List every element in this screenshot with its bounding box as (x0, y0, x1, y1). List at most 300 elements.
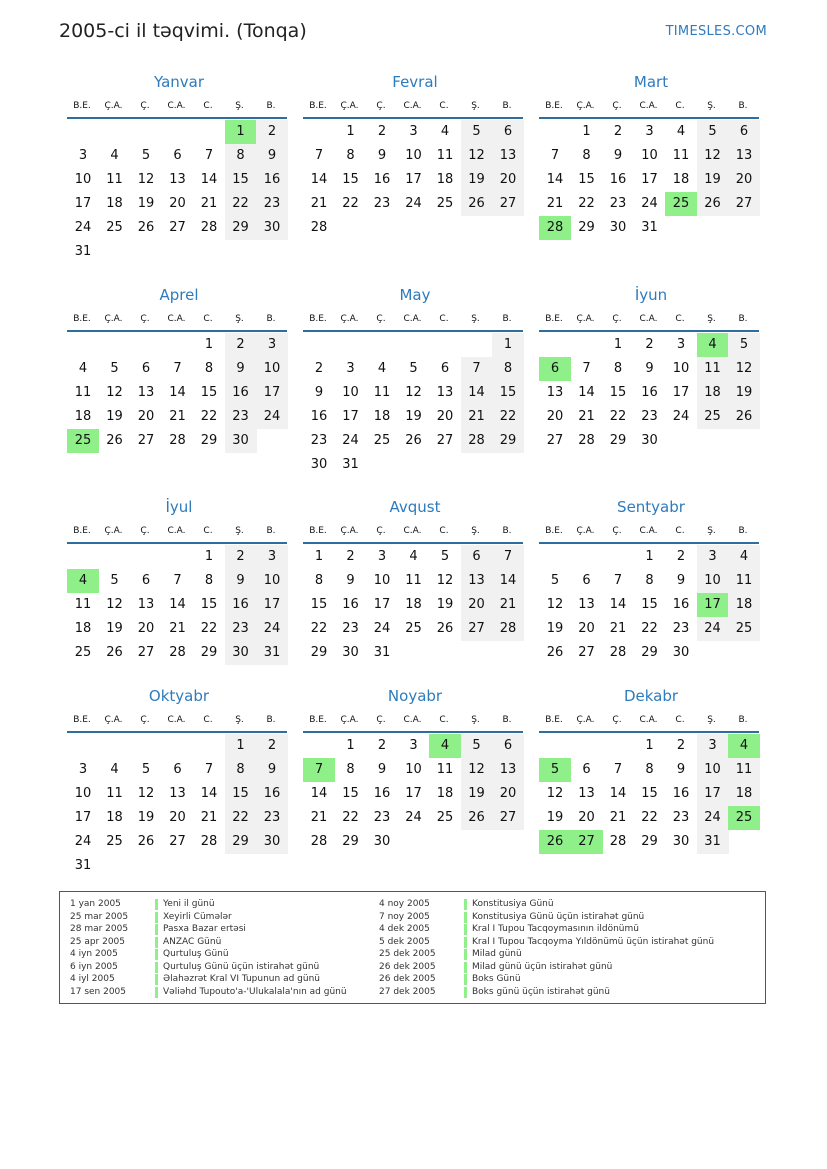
weekday-label: Ç. (612, 101, 622, 111)
day-cell: 17 (405, 786, 422, 801)
day-cell: 13 (578, 597, 595, 612)
day-cell: 10 (405, 762, 422, 777)
weekday-label: C. (203, 314, 213, 324)
holiday-marker (464, 949, 467, 960)
day-cell: 5 (461, 120, 493, 144)
weekday-label: Ş. (471, 314, 480, 324)
day-cell: 28 (200, 220, 218, 235)
weekday-label: C. (203, 715, 213, 725)
weekday-label: B.E. (309, 526, 327, 536)
day-cell: 4 (377, 361, 387, 376)
day-cell: 11 (373, 385, 391, 400)
day-cell: 14 (609, 786, 627, 801)
holiday-day-cell: 26 (539, 830, 571, 854)
day-cell: 27 (169, 220, 186, 235)
holiday-day-cell: 4 (67, 569, 99, 593)
day-cell: 12 (436, 573, 454, 588)
day-cell: 20 (137, 409, 155, 424)
day-cell: 3 (256, 545, 288, 569)
holiday-day-cell: 25 (665, 192, 697, 216)
day-cell: 11 (106, 786, 123, 801)
day-cell: 19 (546, 621, 564, 636)
weekday-label: B.E. (73, 101, 91, 111)
day-cell: 26 (697, 192, 729, 216)
day-cell: 12 (137, 786, 155, 801)
day-cell: 2 (676, 738, 686, 753)
day-cell: 18 (106, 196, 123, 211)
weekday-label: C.A. (639, 101, 658, 111)
holiday-date: 6 iyn 2005 (70, 961, 118, 972)
day-cell: 3 (697, 734, 729, 758)
day-cell: 18 (373, 409, 391, 424)
day-cell: 20 (169, 196, 186, 211)
day-cell: 26 (461, 192, 493, 216)
weekday-label: Ş. (235, 715, 244, 725)
day-cell: 15 (225, 168, 257, 192)
day-cell: 4 (409, 549, 418, 564)
day-cell: 14 (578, 385, 595, 400)
day-cell: 12 (405, 385, 422, 400)
day-cell: 23 (342, 621, 359, 636)
month-divider (67, 117, 287, 119)
weekday-label: B.E. (545, 715, 563, 725)
month-title: Dekabr (623, 687, 679, 705)
holiday-name: Kral I Tupou Tacqoymasının ildönümü (472, 924, 639, 934)
day-cell: 8 (613, 361, 623, 376)
weekday-label: C. (439, 314, 449, 324)
weekday-label: B. (266, 314, 276, 324)
day-cell: 3 (409, 124, 418, 139)
day-cell: 31 (74, 858, 92, 873)
weekday-header (539, 312, 763, 326)
day-cell: 19 (728, 381, 760, 405)
day-cell: 23 (225, 405, 257, 429)
day-cell: 18 (728, 593, 760, 617)
day-cell: 25 (74, 645, 92, 660)
day-cell: 18 (728, 782, 760, 806)
day-cell: 28 (461, 429, 493, 453)
day-cell: 19 (137, 810, 155, 825)
day-cell: 28 (492, 617, 524, 641)
day-cell: 26 (728, 405, 760, 429)
day-cell: 24 (74, 220, 92, 235)
day-cell: 6 (461, 545, 493, 569)
weekday-label: B. (502, 314, 512, 324)
day-cell: 10 (342, 385, 359, 400)
day-cell: 10 (256, 569, 288, 593)
weekday-header (303, 713, 527, 727)
month-divider (67, 330, 287, 332)
day-cell: 12 (106, 385, 123, 400)
day-cell: 5 (697, 120, 729, 144)
day-cell: 6 (492, 734, 524, 758)
day-cell: 29 (310, 645, 328, 660)
weekday-label: B.E. (545, 101, 563, 111)
holiday-date: 1 yan 2005 (70, 899, 121, 909)
day-cell: 21 (200, 196, 218, 211)
day-cell: 9 (314, 385, 324, 400)
weekday-label: C. (203, 101, 213, 111)
holiday-date: 17 sen 2005 (70, 986, 127, 997)
day-cell: 24 (641, 196, 658, 211)
day-cell: 25 (697, 405, 729, 429)
day-cell: 4 (676, 124, 686, 139)
weekday-label: B. (738, 101, 748, 111)
day-cell: 9 (613, 148, 623, 163)
month-divider (303, 542, 523, 544)
day-cell: 9 (676, 762, 686, 777)
day-cell: 16 (373, 786, 391, 801)
day-cell: 8 (204, 361, 214, 376)
month-title: Aprel (159, 286, 199, 304)
day-cell: 30 (225, 429, 257, 453)
holiday-name: Kral I Tupou Tacqoyma Yıldönümü üçün istirahət günü (472, 936, 715, 947)
day-cell: 2 (225, 333, 257, 357)
day-cell: 22 (342, 810, 359, 825)
day-cell: 30 (672, 834, 690, 849)
weekday-label: C. (439, 715, 449, 725)
day-cell: 12 (546, 786, 564, 801)
day-cell: 13 (169, 786, 186, 801)
day-cell: 24 (373, 621, 391, 636)
day-cell: 1 (225, 734, 257, 758)
weekday-label: C. (439, 101, 449, 111)
day-cell: 28 (200, 834, 218, 849)
weekday-label: C. (439, 526, 449, 536)
day-cell: 6 (173, 762, 182, 777)
holiday-name: Qurtuluş Günü (163, 949, 229, 959)
day-cell: 8 (645, 762, 654, 777)
month-divider (303, 330, 523, 332)
day-cell: 1 (314, 549, 324, 564)
day-cell: 22 (200, 409, 218, 424)
day-cell: 10 (405, 148, 422, 163)
day-cell: 15 (641, 786, 658, 801)
day-cell: 26 (546, 645, 564, 660)
month-divider (539, 117, 759, 119)
day-cell: 3 (645, 124, 654, 139)
site-logo[interactable]: TIMESLES.COM (665, 24, 767, 39)
day-cell: 31 (373, 645, 391, 660)
day-cell: 16 (609, 172, 627, 187)
weekday-label: Ç. (140, 101, 150, 111)
holiday-name: Konstitusiya Günü (472, 899, 554, 909)
weekday-label: Ç.A. (340, 314, 359, 324)
day-cell: 13 (137, 597, 155, 612)
day-cell: 24 (672, 409, 690, 424)
month-title: Yanvar (153, 73, 205, 91)
day-cell: 21 (200, 810, 218, 825)
weekday-label: Ç. (140, 715, 150, 725)
weekday-header (303, 312, 527, 326)
weekday-label: Ç. (376, 526, 386, 536)
weekday-label: C. (203, 526, 213, 536)
day-cell: 22 (310, 621, 328, 636)
weekday-label: Ç.A. (104, 101, 123, 111)
day-cell: 22 (492, 405, 524, 429)
day-cell: 25 (436, 196, 454, 211)
day-cell: 27 (461, 617, 493, 641)
day-cell: 15 (200, 385, 218, 400)
weekday-label: B.E. (309, 101, 327, 111)
day-cell: 8 (346, 148, 355, 163)
holiday-date: 4 dek 2005 (379, 924, 430, 934)
day-cell: 12 (546, 597, 564, 612)
day-cell: 15 (310, 597, 328, 612)
day-cell: 16 (256, 782, 288, 806)
day-cell: 25 (405, 621, 422, 636)
day-cell: 14 (169, 385, 186, 400)
day-cell: 2 (645, 337, 654, 352)
holiday-marker (155, 912, 158, 923)
day-cell: 8 (645, 573, 654, 588)
day-cell: 10 (256, 357, 288, 381)
day-cell: 10 (697, 569, 729, 593)
weekday-label: C.A. (403, 314, 422, 324)
month-divider (67, 542, 287, 544)
day-cell: 14 (492, 569, 524, 593)
holiday-name: Milad günü üçün istirahət günü (472, 961, 613, 972)
day-cell: 21 (169, 409, 186, 424)
weekday-header (303, 524, 527, 538)
day-cell: 17 (672, 385, 690, 400)
day-cell: 10 (373, 573, 391, 588)
month-divider (303, 731, 523, 733)
day-cell: 2 (314, 361, 324, 376)
day-cell: 14 (461, 381, 493, 405)
day-cell: 20 (492, 782, 524, 806)
day-cell: 9 (377, 148, 387, 163)
day-cell: 28 (310, 834, 328, 849)
day-cell: 29 (225, 830, 257, 854)
weekday-label: Ç.A. (340, 526, 359, 536)
holiday-marker (464, 924, 467, 935)
day-cell: 18 (697, 381, 729, 405)
day-cell: 2 (613, 124, 623, 139)
holiday-date: 25 mar 2005 (70, 911, 129, 922)
weekday-label: B. (502, 715, 512, 725)
weekday-label: Ç.A. (340, 715, 359, 725)
holiday-marker (464, 899, 467, 910)
weekday-label: C.A. (403, 526, 422, 536)
day-cell: 14 (200, 172, 218, 187)
day-cell: 10 (74, 172, 92, 187)
month-divider (539, 542, 759, 544)
weekday-label: Ç.A. (576, 526, 595, 536)
month-divider (303, 117, 523, 119)
day-cell: 10 (641, 148, 658, 163)
weekday-label: Ç. (376, 715, 386, 725)
day-cell: 19 (461, 782, 493, 806)
day-cell: 4 (440, 124, 450, 139)
day-cell: 23 (256, 806, 288, 830)
weekday-label: B. (266, 101, 276, 111)
day-cell: 5 (110, 361, 119, 376)
day-cell: 20 (578, 810, 595, 825)
day-cell: 17 (697, 782, 729, 806)
day-cell: 15 (609, 385, 627, 400)
day-cell: 10 (672, 361, 690, 376)
day-cell: 22 (609, 409, 627, 424)
day-cell: 26 (405, 433, 422, 448)
holiday-day-cell: 4 (429, 734, 461, 758)
day-cell: 7 (613, 573, 623, 588)
weekday-label: Ç. (612, 526, 622, 536)
day-cell: 19 (137, 196, 155, 211)
weekday-label: C.A. (403, 715, 422, 725)
day-cell: 21 (169, 621, 186, 636)
day-cell: 14 (310, 172, 328, 187)
day-cell: 9 (377, 762, 387, 777)
page-title: 2005-ci il təqvimi. (Tonqa) (59, 20, 307, 42)
weekday-label: Ş. (707, 101, 716, 111)
month-divider (539, 330, 759, 332)
holiday-marker (155, 949, 158, 960)
day-cell: 10 (74, 786, 92, 801)
day-cell: 5 (461, 734, 493, 758)
holiday-name: Xeyirli Cümələr (163, 911, 232, 922)
day-cell: 28 (609, 645, 627, 660)
day-cell: 29 (200, 645, 218, 660)
day-cell: 20 (461, 593, 493, 617)
day-cell: 24 (256, 617, 288, 641)
holiday-day-cell: 4 (697, 333, 729, 357)
day-cell: 15 (200, 597, 218, 612)
day-cell: 2 (377, 124, 387, 139)
day-cell: 13 (461, 569, 493, 593)
day-cell: 16 (256, 168, 288, 192)
day-cell: 3 (377, 549, 387, 564)
day-cell: 31 (256, 641, 288, 665)
day-cell: 13 (169, 172, 186, 187)
day-cell: 30 (310, 457, 328, 472)
day-cell: 30 (641, 433, 658, 448)
day-cell: 8 (346, 762, 355, 777)
month-divider (539, 731, 759, 733)
day-cell: 30 (342, 645, 359, 660)
day-cell: 13 (492, 144, 524, 168)
holiday-day-cell: 7 (303, 758, 335, 782)
month-title: Sentyabr (617, 498, 685, 516)
day-cell: 23 (225, 617, 257, 641)
weekday-label: B. (738, 314, 748, 324)
holiday-name: Vəliəhd Tupouto'a-'Ulukalala'nın ad günü (163, 986, 347, 997)
day-cell: 24 (697, 617, 729, 641)
weekday-label: Ç.A. (104, 715, 123, 725)
weekday-label: B. (502, 526, 512, 536)
day-cell: 8 (492, 357, 524, 381)
day-cell: 13 (728, 144, 760, 168)
day-cell: 21 (310, 810, 328, 825)
day-cell: 15 (342, 172, 359, 187)
weekday-label: B.E. (545, 526, 563, 536)
weekday-label: C.A. (403, 101, 422, 111)
day-cell: 1 (645, 549, 654, 564)
holiday-date: 4 noy 2005 (379, 899, 430, 909)
holiday-name: Əlahəzrət Kral VI Tupunun ad günü (163, 974, 320, 984)
day-cell: 27 (436, 433, 454, 448)
day-cell: 17 (74, 810, 92, 825)
day-cell: 3 (676, 337, 686, 352)
month-title: İyun (634, 286, 668, 304)
day-cell: 10 (697, 758, 729, 782)
day-cell: 17 (256, 381, 288, 405)
day-cell: 6 (492, 120, 524, 144)
day-cell: 2 (256, 120, 288, 144)
holiday-date: 25 dek 2005 (379, 949, 436, 959)
holiday-name: Yeni il günü (163, 899, 215, 909)
weekday-header (539, 524, 763, 538)
day-cell: 11 (728, 569, 760, 593)
day-cell: 19 (461, 168, 493, 192)
day-cell: 17 (342, 409, 359, 424)
weekday-label: Ç.A. (104, 314, 123, 324)
weekday-label: B. (738, 526, 748, 536)
day-cell: 24 (405, 196, 422, 211)
weekday-label: C.A. (167, 314, 186, 324)
day-cell: 24 (342, 433, 359, 448)
holiday-date: 25 apr 2005 (70, 936, 126, 947)
day-cell: 3 (346, 361, 355, 376)
holiday-date: 27 dek 2005 (379, 986, 436, 997)
day-cell: 23 (672, 810, 690, 825)
holiday-day-cell: 6 (539, 357, 571, 381)
holiday-date: 7 noy 2005 (379, 911, 430, 922)
weekday-header (539, 713, 763, 727)
day-cell: 5 (141, 762, 151, 777)
day-cell: 29 (641, 645, 658, 660)
weekday-label: Ç. (140, 314, 150, 324)
holiday-day-cell: 17 (697, 593, 729, 617)
day-cell: 18 (436, 786, 454, 801)
day-cell: 9 (676, 573, 686, 588)
day-cell: 22 (225, 192, 257, 216)
holiday-name: Milad günü (472, 949, 522, 959)
day-cell: 11 (728, 758, 760, 782)
day-cell: 6 (582, 573, 591, 588)
day-cell: 23 (256, 192, 288, 216)
day-cell: 24 (697, 806, 729, 830)
holiday-name: Boks Günü (472, 974, 521, 984)
day-cell: 9 (256, 758, 288, 782)
weekday-label: Ç. (140, 526, 150, 536)
day-cell: 15 (492, 381, 524, 405)
weekday-header (67, 312, 291, 326)
weekday-label: Ç.A. (576, 715, 595, 725)
day-cell: 3 (78, 762, 88, 777)
day-cell: 16 (672, 786, 690, 801)
day-cell: 27 (137, 433, 155, 448)
day-cell: 11 (436, 762, 454, 777)
day-cell: 14 (310, 786, 328, 801)
weekday-label: Ş. (471, 526, 480, 536)
day-cell: 7 (550, 148, 560, 163)
day-cell: 6 (582, 762, 591, 777)
day-cell: 15 (578, 172, 595, 187)
holiday-name: Boks günü üçün istirahət günü (472, 986, 610, 997)
day-cell: 1 (492, 333, 524, 357)
day-cell: 11 (436, 148, 454, 163)
holiday-date: 5 dek 2005 (379, 936, 430, 947)
day-cell: 3 (409, 738, 418, 753)
day-cell: 22 (641, 810, 658, 825)
weekday-label: C.A. (639, 314, 658, 324)
weekday-label: Ş. (707, 526, 716, 536)
day-cell: 30 (373, 834, 391, 849)
day-cell: 9 (225, 357, 257, 381)
holiday-marker (464, 962, 467, 973)
day-cell: 27 (169, 834, 186, 849)
